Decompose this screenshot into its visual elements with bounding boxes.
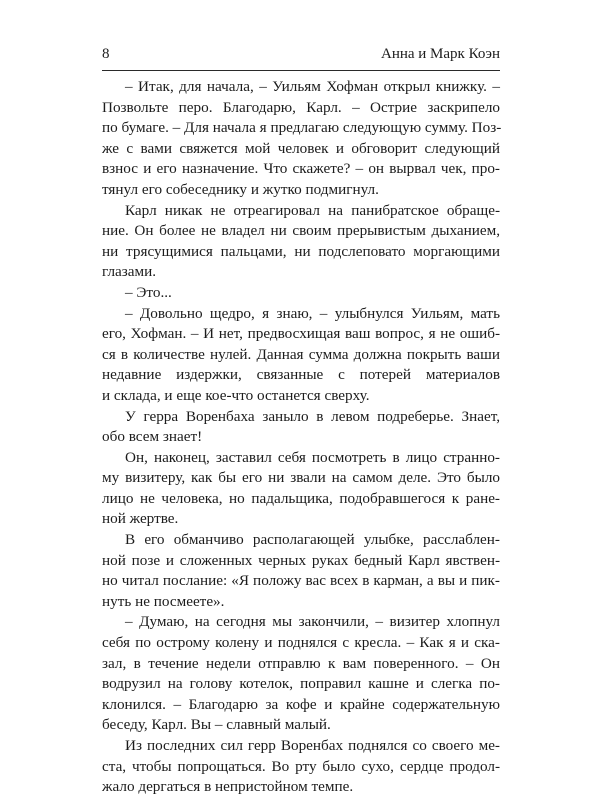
text-line: В его обманчиво располагающей улыбке, расслаблен- — [125, 531, 500, 549]
text-line: недавние издержки, связанные с потерей материалов — [102, 366, 500, 384]
text-line: ние. Он более не владел ни своим прерывистым дыханием, — [102, 222, 500, 240]
text-line: его, Хофман. – И нет, предвосхищая ваш вопрос, я не ошиб- — [102, 325, 500, 343]
text-line: по бумаге. – Для начала я предлагаю следующую сумму. Поз- — [102, 119, 502, 137]
text-line: тянул его собеседнику и жутко подмигнул. — [102, 180, 379, 198]
text-line: У герра Воренбаха заныло в левом подреберье. Знает, — [125, 407, 500, 425]
text-line: – Итак, для начала, – Уильям Хофман открыл книжку. – — [125, 78, 500, 95]
text-line: Из последних сил герр Воренбах поднялся со своего ме- — [125, 737, 500, 754]
text-line: – Довольно щедро, я знаю, – улыбнулся Уильям, мать — [125, 304, 500, 322]
running-head: Анна и Марк Коэн — [380, 46, 500, 62]
text-line: зал, в течение недели отправлю к вам поверенного. – Он — [102, 654, 500, 672]
text-line: лицо не человека, но падальщика, подобравшегося к ране- — [102, 489, 500, 507]
text-line: и склада, и еще кое-что останется сверху. — [102, 386, 370, 404]
text-line: ной позе и сложенных черных руках бедный Карл явствен- — [102, 551, 500, 569]
page-header — [102, 44, 500, 64]
text-line: – Это... — [125, 283, 172, 301]
page-number: 8 — [102, 46, 110, 62]
text-line: клонился. – Благодарю за кофе и крайне содержательную — [102, 695, 500, 713]
text-line: му визитеру, как бы его ни звали на самом деле. Это было — [102, 469, 500, 487]
text-line: водрузил на голову котелок, поправил кашне и слегка по- — [102, 675, 500, 693]
text-line: взнос и его назначение. Что скажете? – он вырвал чек, про- — [102, 160, 500, 178]
header-rule — [102, 70, 500, 71]
text-line: нуть не посмеете». — [102, 592, 225, 610]
text-line: ни трясущимися пальцами, ни подслеповато моргающими — [102, 242, 500, 260]
text-line: Карл никак не отреагировал на панибратское обраще- — [125, 201, 500, 219]
text-line: обо всем знает! — [102, 428, 203, 446]
text-line: ной жертве. — [102, 510, 179, 528]
text-line: ся в количестве нулей. Данная сумма должна покрыть ваши — [102, 345, 500, 363]
body-text — [102, 77, 500, 798]
text-line: глазами. — [102, 263, 157, 281]
text-line: жало дергаться в непристойном темпе. — [102, 778, 354, 796]
text-line: себя по острому колену и поднялся с кресла. – Как я и ска- — [102, 634, 500, 652]
text-line: ста, чтобы попрощаться. Во рту было сухо, сердце продол- — [102, 757, 500, 775]
text-line: Он, наконец, заставил себя посмотреть в лицо странно- — [125, 448, 500, 466]
text-line: Позвольте перо. Благодарю, Карл. – Острие заскрипело — [102, 98, 500, 116]
text-line: же с вами свяжется мой человек и обговорит следующий — [102, 139, 500, 157]
text-line: – Думаю, на сегодня мы закончили, – визитер хлопнул — [125, 613, 500, 631]
text-line: но читал послание: «Я положу вас всех в карман, а вы и пик- — [102, 572, 500, 590]
text-line: беседу, Карл. Вы – славный малый. — [102, 716, 331, 734]
